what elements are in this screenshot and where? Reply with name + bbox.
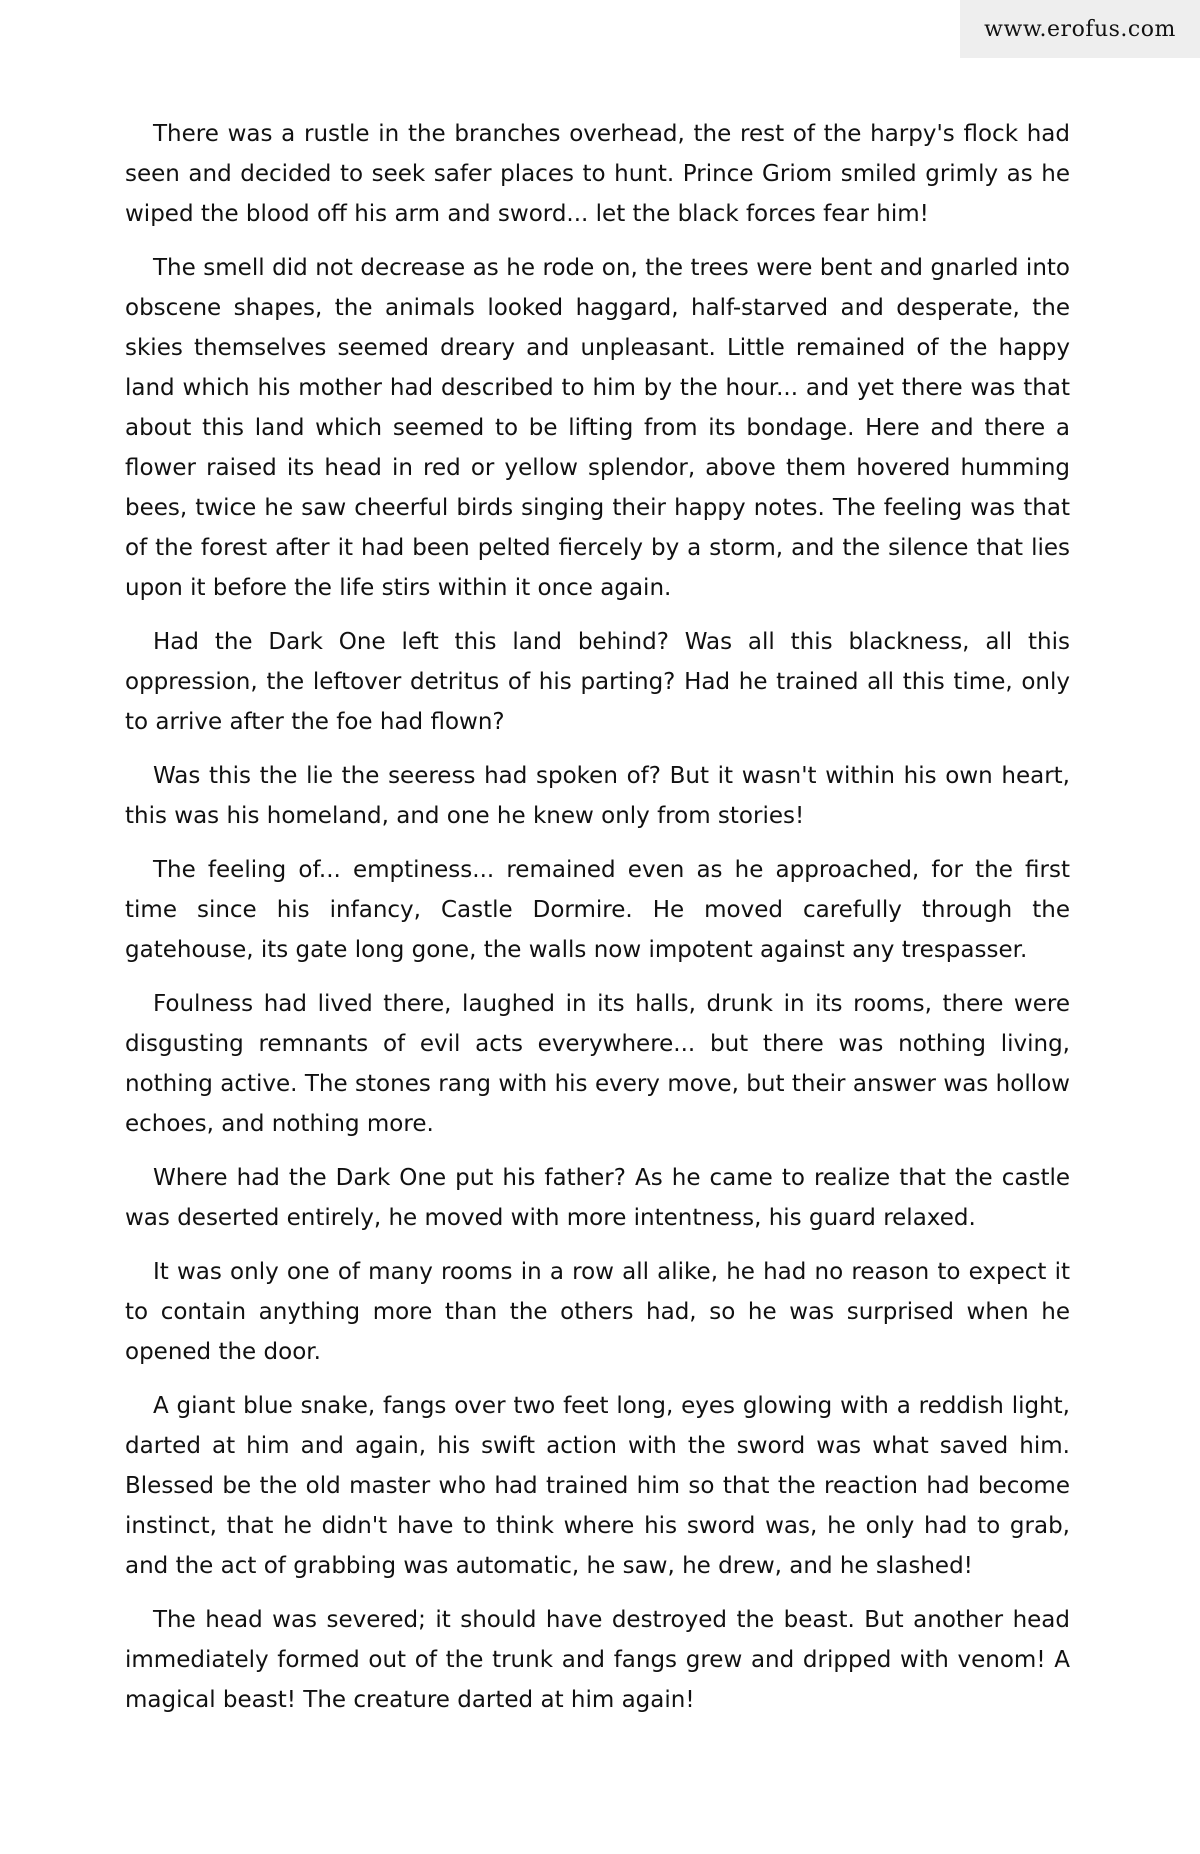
watermark <box>960 0 1200 58</box>
paragraph: The feeling of... emptiness... remained even as he approached, for the first time since his infancy, Castle Dormire. He moved carefully through the gatehouse, its gate long gone, the walls now impotent against any trespasser. <box>125 857 1070 963</box>
paragraph: Where had the Dark One put his father? As he came to realize that the castle was deserted entirely, he moved with more intentness, his guard relaxed. <box>125 1165 1070 1231</box>
paragraph: Had the Dark One left this land behind? Was all this blackness, all this oppression, the leftover detritus of his parting? Had he trained all this time, only to arrive after the foe had flown? <box>125 629 1070 735</box>
paragraph: A giant blue snake, fangs over two feet long, eyes glowing with a reddish light, darted at him and again, his swift action with the sword was what saved him. Blessed be the old master who had trained him so that the reaction had become instinct, that he didn't have to think where his sword was, he only had to grab, and the act of grabbing was automatic, he saw, he drew, and he slashed! <box>125 1393 1070 1579</box>
story-page <box>125 114 1070 1734</box>
paragraph: The head was severed; it should have destroyed the beast. But another head immediately formed out of the trunk and fangs grew and dripped with venom! A magical beast! The creature darted at him again! <box>125 1607 1070 1713</box>
paragraph: It was only one of many rooms in a row all alike, he had no reason to expect it to contain anything more than the others had, so he was surprised when he opened the door. <box>125 1259 1070 1365</box>
paragraph: The smell did not decrease as he rode on, the trees were bent and gnarled into obscene shapes, the animals looked haggard, half-starved and desperate, the skies themselves seemed dreary and unpleasant. Little remained of the happy land which his mother had described to him by the hour... and yet there was that about this land which seemed to be lifting from its bondage. Here and there a flower raised its head in red or yellow splendor, above them hovered humming bees, twice he saw cheerful birds singing their happy notes. The feeling was that of the forest after it had been pelted fiercely by a storm, and the silence that lies upon it before the life stirs within it once again. <box>125 255 1070 601</box>
paragraph: There was a rustle in the branches overhead, the rest of the harpy's flock had seen and decided to seek safer places to hunt. Prince Griom smiled grimly as he wiped the blood off his arm and sword... let the black forces fear him! <box>125 121 1070 227</box>
paragraph: Foulness had lived there, laughed in its halls, drunk in its rooms, there were disgusting remnants of evil acts everywhere... but there was nothing living, nothing active. The stones rang with his every move, but their answer was hollow echoes, and nothing more. <box>125 991 1070 1137</box>
paragraph: Was this the lie the seeress had spoken of? But it wasn't within his own heart, this was his homeland, and one he knew only from stories! <box>125 763 1070 829</box>
watermark-text: www.erofus.com <box>984 16 1176 42</box>
